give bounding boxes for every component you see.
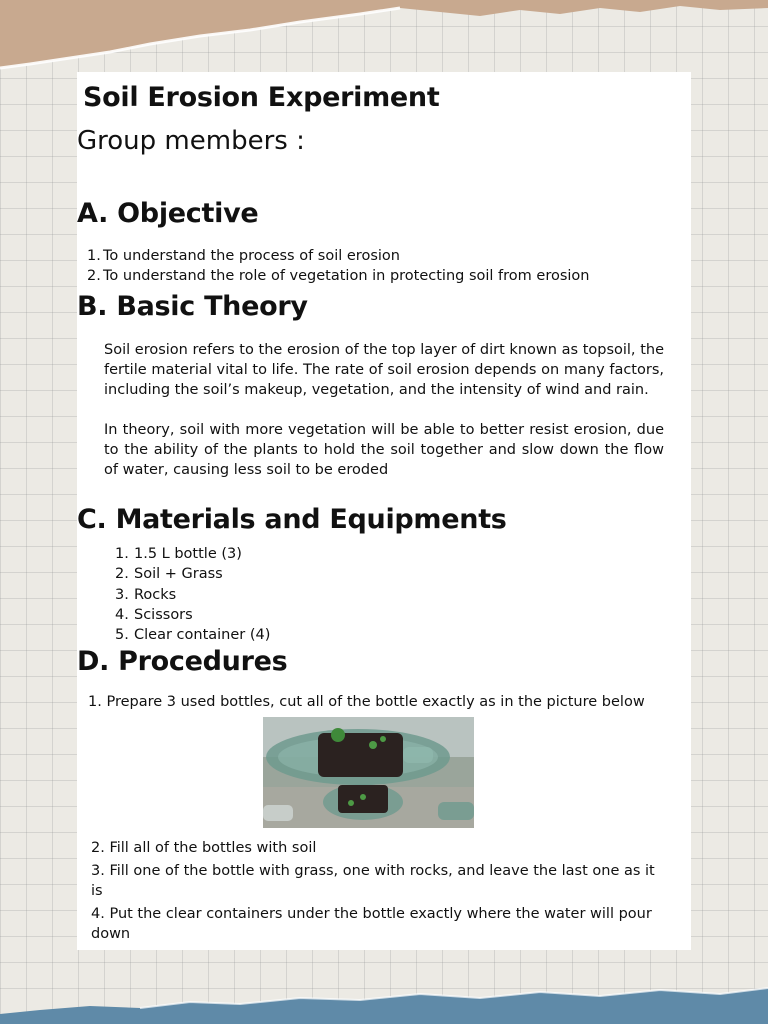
materials-heading: C. Materials and Equipments xyxy=(77,504,507,535)
step-number: 4. xyxy=(91,906,105,922)
theory-paragraph: Soil erosion refers to the erosion of the top layer of dirt known as topsoil, the fertile material vital to life. The rate of soil erosion depends on many factors, including the soil’s makeup, vegetation, and the intensity of wind and rain. xyxy=(104,342,664,398)
list-number: 2. xyxy=(87,268,101,284)
list-item xyxy=(115,605,270,625)
procedure-step xyxy=(91,838,316,858)
step-text: Fill all of the bottles with soil xyxy=(109,840,317,856)
procedure-step xyxy=(91,904,661,944)
objective-list xyxy=(87,246,589,286)
list-item xyxy=(115,544,270,564)
list-number: 3. xyxy=(115,586,129,603)
list-number: 4. xyxy=(115,606,129,623)
group-members-label: Group members : xyxy=(77,126,305,156)
objective-heading: A. Objective xyxy=(77,198,259,229)
basic-theory-heading: B. Basic Theory xyxy=(77,291,308,322)
list-item xyxy=(115,564,270,584)
step-number: 3. xyxy=(91,863,105,879)
document-title: Soil Erosion Experiment xyxy=(83,82,440,113)
list-item-text: 1.5 L bottle (3) xyxy=(134,546,242,562)
list-item-text: Soil + Grass xyxy=(134,566,223,583)
list-number: 1. xyxy=(115,546,129,562)
list-item xyxy=(87,266,589,286)
torn-paper-bottom-decoration xyxy=(0,984,768,1024)
basic-theory-body xyxy=(104,340,664,480)
list-item xyxy=(87,246,589,266)
list-item-text: Clear container (4) xyxy=(134,627,271,644)
procedures-heading: D. Procedures xyxy=(77,646,288,677)
list-item xyxy=(115,585,270,605)
list-item-text: Rocks xyxy=(134,586,177,603)
list-item xyxy=(115,625,270,645)
theory-paragraph: In theory, soil with more vegetation will be able to better resist erosion, due to the ability of the plants to hold the soil together and slow down the flow of water, causing less soil to be eroded xyxy=(104,422,664,478)
procedure-step xyxy=(91,861,661,901)
step-number: 1. xyxy=(88,694,102,710)
procedure-step xyxy=(88,692,645,712)
list-item-text: To understand the process of soil erosion xyxy=(103,248,400,264)
list-number: 2. xyxy=(115,566,129,583)
list-item-text: Scissors xyxy=(134,606,193,623)
list-number: 1. xyxy=(87,248,101,264)
step-text: Fill one of the bottle with grass, one with rocks, and leave the last one as it is xyxy=(91,863,655,899)
step-text: Put the clear containers under the bottle exactly where the water will pour down xyxy=(91,906,652,942)
bottle-experiment-photo xyxy=(263,717,474,828)
list-number: 5. xyxy=(115,627,129,644)
document-page xyxy=(77,72,691,950)
step-number: 2. xyxy=(91,840,105,856)
step-text: Prepare 3 used bottles, cut all of the bottle exactly as in the picture below xyxy=(106,694,645,710)
torn-paper-top-decoration xyxy=(0,0,768,72)
materials-list xyxy=(115,544,270,645)
list-item-text: To understand the role of vegetation in protecting soil from erosion xyxy=(103,268,590,284)
